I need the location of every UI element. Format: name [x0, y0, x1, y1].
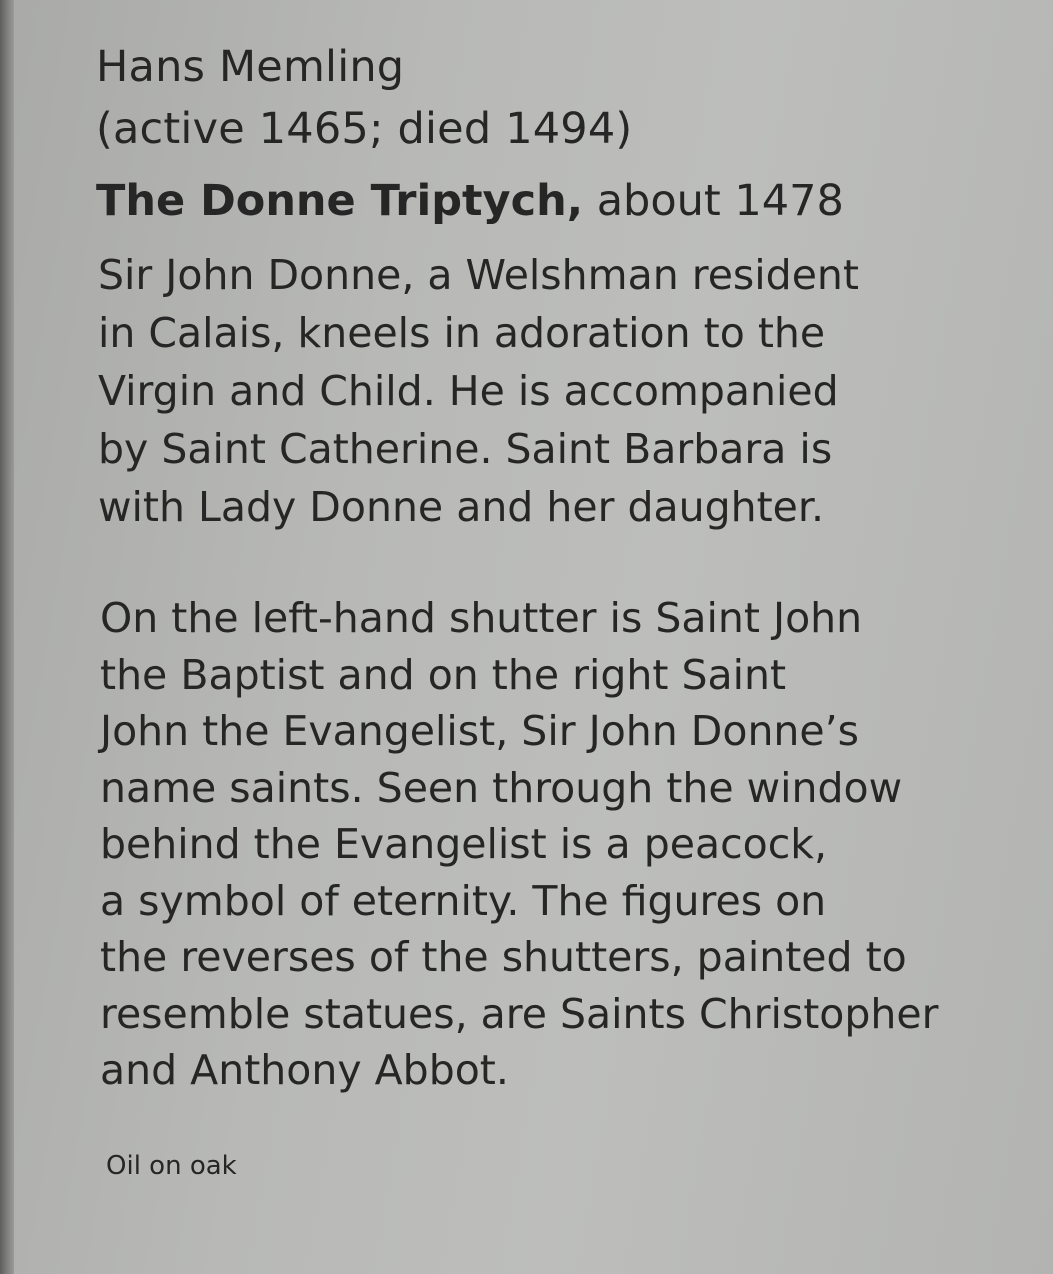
paragraph-line: the reverses of the shutters, painted to	[100, 933, 907, 981]
paragraph-line: John the Evangelist, Sir John Donne’s	[100, 707, 860, 755]
paragraph-line: Sir John Donne, a Welshman resident	[98, 251, 859, 299]
paragraph-line: in Calais, kneels in adoration to the	[98, 309, 826, 357]
description-paragraph-2	[100, 590, 996, 1099]
paragraph-line: with Lady Donne and her daughter.	[98, 483, 825, 531]
work-title-line	[96, 170, 996, 232]
label-text-block	[96, 36, 996, 1183]
medium-text: Oil on oak	[106, 1150, 237, 1181]
paragraph-line: a symbol of eternity. The figures on	[100, 876, 827, 925]
paragraph-line: and Anthony Abbot.	[100, 1046, 509, 1094]
work-title: The Donne Triptych,	[96, 176, 584, 226]
description-paragraph-1	[98, 246, 996, 536]
artist-dates: (active 1465; died 1494)	[96, 104, 633, 154]
paragraph-line: the Baptist and on the right Saint	[100, 650, 787, 699]
paragraph-line: name saints. Seen through the window	[100, 763, 903, 812]
paragraph-line: Virgin and Child. He is accompanied	[98, 367, 839, 415]
paragraph-line: behind the Evangelist is a peacock,	[100, 820, 828, 868]
artist-name: Hans Memling	[96, 42, 405, 92]
paragraph-line: resemble statues, are Saints Christopher	[100, 989, 939, 1038]
paragraph-line: by Saint Catherine. Saint Barbara is	[98, 425, 833, 473]
paragraph-line: On the left-hand shutter is Saint John	[100, 594, 863, 642]
label-frame-edge	[0, 0, 14, 1274]
work-date: about 1478	[583, 176, 844, 226]
